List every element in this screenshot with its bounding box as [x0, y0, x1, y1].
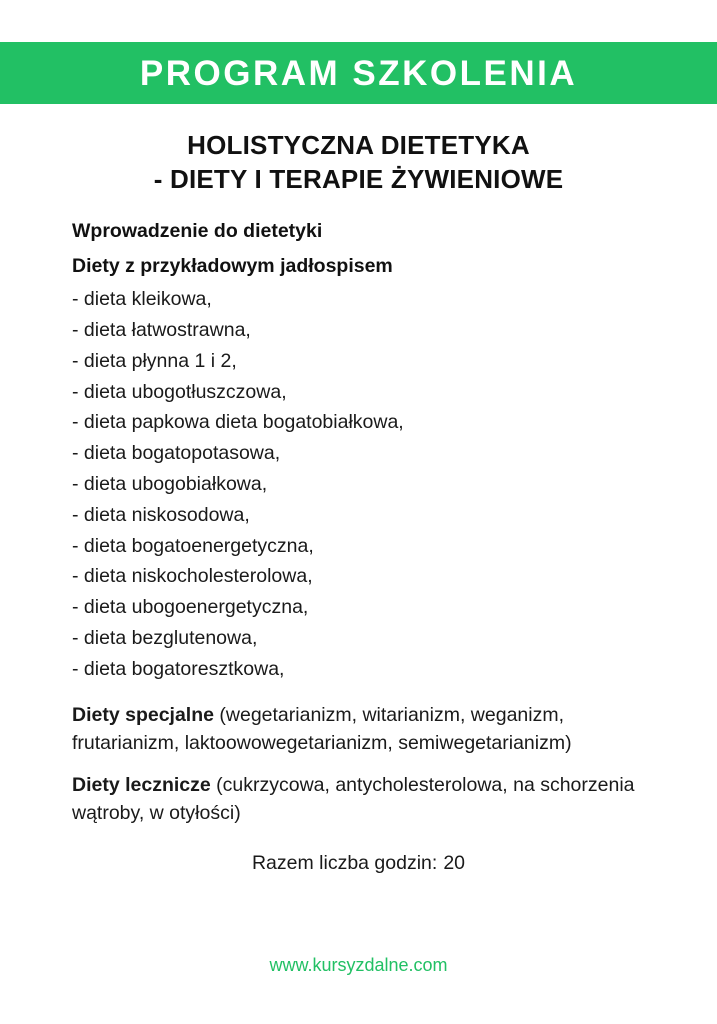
list-item: - dieta ubogobiałkowa,: [72, 472, 268, 495]
course-title-line-1: HOLISTYCZNA DIETETYKA: [187, 130, 530, 160]
special-diets-label: Diety specjalne: [72, 703, 214, 726]
list-item: - dieta płynna 1 i 2,: [72, 349, 237, 372]
medical-diets-text: (cukrzycowa, antycholesterolowa, na schorzenia wątroby, w otyłości): [72, 774, 635, 825]
list-item: - dieta niskocholesterolowa,: [72, 565, 313, 588]
diet-list: [72, 284, 645, 684]
course-title-line-2: - DIETY I TERAPIE ŻYWIENIOWE: [153, 164, 564, 195]
medical-diets-label: Diety lecznicze: [72, 774, 211, 797]
total-hours-label: Razem liczba godzin:: [251, 851, 438, 874]
program-banner: [0, 42, 717, 104]
intro-heading: Wprowadzenie do dietetyki: [72, 219, 323, 242]
total-hours: [72, 852, 645, 875]
list-item: - dieta ubogoenergetyczna,: [72, 596, 309, 619]
list-item: - dieta bezglutenowa,: [72, 626, 258, 649]
banner-title: PROGRAM SZKOLENIA: [139, 53, 578, 93]
list-item: - dieta ubogotłuszczowa,: [72, 380, 287, 403]
list-item: - dieta bogatopotasowa,: [72, 442, 281, 465]
list-item: - dieta kleikowa,: [72, 288, 212, 311]
list-item: - dieta łatwostrawna,: [72, 318, 251, 341]
list-item: - dieta bogatoenergetyczna,: [72, 534, 314, 557]
list-item: - dieta niskosodowa,: [72, 503, 250, 526]
special-diets-text: (wegetarianizm, witarianizm, weganizm, frutarianizm, laktoowowegetarianizm, semiwegetarianizm): [72, 703, 572, 754]
sample-menu-heading: Diety z przykładowym jadłospisem: [72, 254, 393, 277]
list-item: - dieta bogatoresztkowa,: [72, 657, 285, 680]
page-footer: [0, 955, 717, 976]
total-hours-value: 20: [443, 851, 466, 874]
course-title: [72, 128, 645, 197]
program-content: [0, 128, 717, 875]
list-item: - dieta papkowa dieta bogatobiałkowa,: [72, 411, 404, 434]
medical-diets-paragraph: [72, 771, 645, 828]
website-link[interactable]: www.kursyzdalne.com: [269, 955, 448, 975]
special-diets-paragraph: [72, 701, 645, 758]
